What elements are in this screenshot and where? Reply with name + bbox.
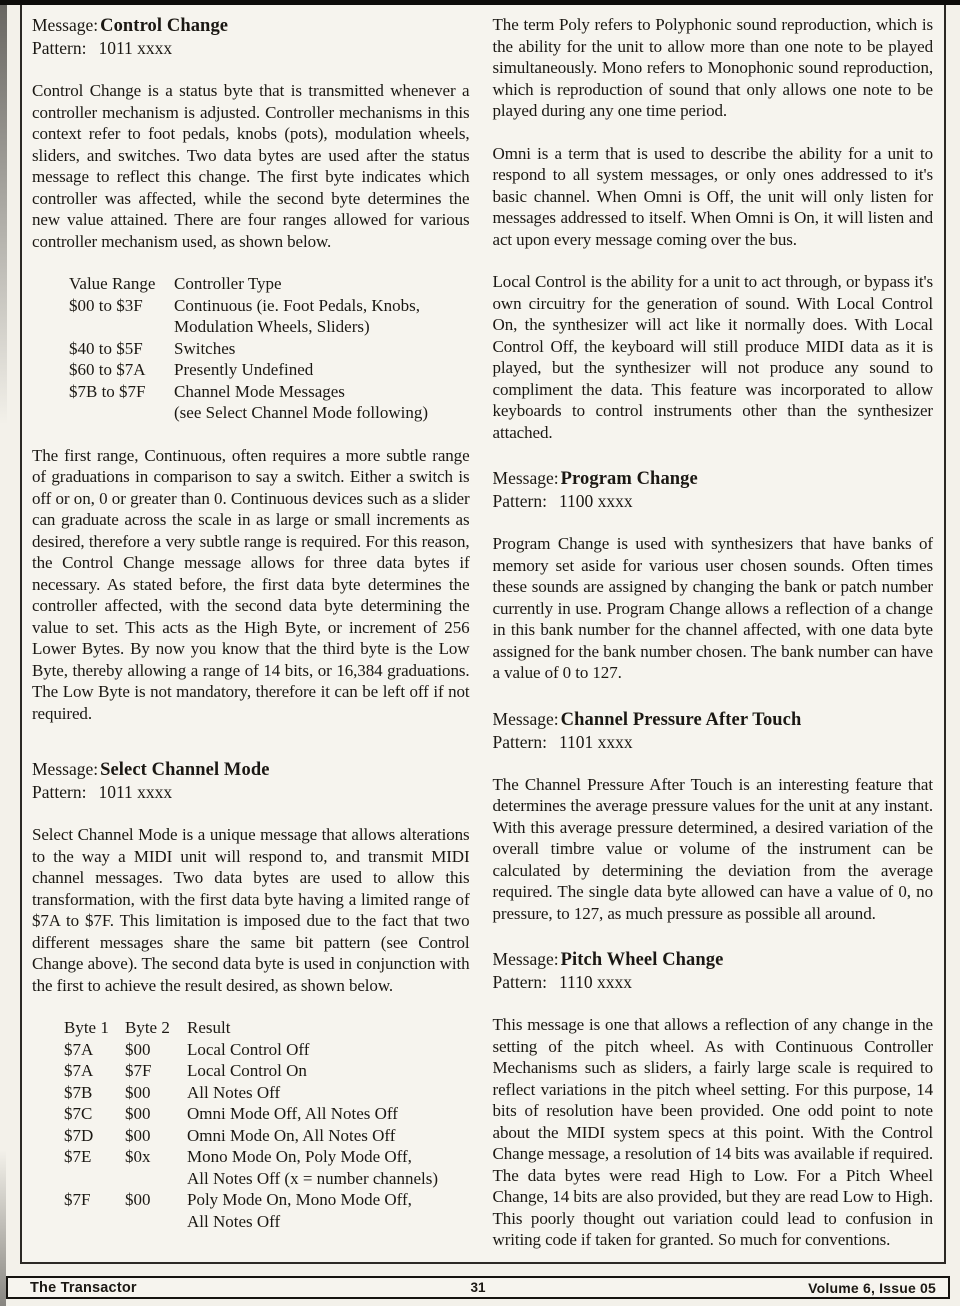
table-cell: $7A [64,1039,94,1059]
table-cell: Byte 2 [125,1018,170,1037]
table-row [64,1039,470,1061]
table-cell: Omni Mode On, All Notes Off [187,1125,396,1145]
table-row [64,1017,470,1039]
table-cell: $7D [64,1125,94,1145]
table-cell: $40 to $5F [69,338,143,358]
table-cell: Switches [174,338,236,358]
table-cell: $7A [64,1061,94,1080]
program-change-paragraph: Program Change is used with synthesizers that have banks of memory set aside for various user chosen sounds. Often times these sounds are assigned by changing the bank or patch number currently in use. Program Change allows a reflection of a change in this bank number for the channel affected, with one data byte assigned for the bank number chosen. The bank number can have a value of 0 to 127. [492,534,933,682]
table-cell: Poly Mode On, Mono Mode Off, [187,1190,412,1209]
controller-type-table [69,273,470,424]
message-label: Message: [32,759,99,779]
section-heading-program-change [493,467,933,512]
channel-mode-table [64,1017,470,1232]
table-cell: $00 [125,1039,151,1059]
pattern-line [32,781,470,803]
table-row [69,381,470,403]
table-cell: $00 [125,1125,151,1145]
table-cell: $60 to $7A [69,360,146,379]
table-row [69,402,470,424]
table-cell: $00 [125,1104,151,1123]
message-title: Channel Pressure After Touch [560,709,802,730]
pattern-line [493,490,933,512]
table-cell: $00 to $3F [69,295,143,315]
message-label: Message: [492,949,559,969]
table-cell: Local Control On [187,1061,307,1080]
section-heading-control-change [32,14,470,59]
pattern-value: 1110 xxxx [558,972,633,992]
omni-paragraph: Omni is a term that is used to describe the ability for a unit to respond to all system messages, or only ones addressed to it's basic channel. When Omni is Off, the unit will only listen for messages addressed to itself. When Omni is On, it will listen and act upon every message coming over the bus. [492,143,933,249]
table-cell: Modulation Wheels, Sliders) [174,317,370,336]
table-cell: Local Control Off [187,1039,310,1059]
message-title: Select Channel Mode [100,760,270,780]
table-row [64,1146,470,1168]
scan-edge-artifact [0,5,7,425]
table-cell: $0x [125,1147,151,1166]
pattern-label: Pattern: [492,731,547,752]
local-control-paragraph: Local Control is the ability for a unit to act through, or bypass it's own circuitry for the generation of sound. With Local Control On, the synthesizer will act like it normally does. With Local Control Off, the keyboard will still produce MIDI data as it is played, but the synthesizer will not produce any sound to compliment the data. This feature was incorporated to allow keyboards to control instruments other than the synthesizer attached. [492,272,933,442]
table-cell: Omni Mode Off, All Notes Off [187,1104,398,1123]
pattern-line [493,731,933,753]
table-cell: $00 [125,1190,151,1209]
message-line [493,708,933,731]
article-frame [20,5,946,1264]
table-cell: $00 [125,1082,151,1102]
table-row [64,1189,470,1211]
footer-page-number: 31 [470,1280,486,1295]
table-cell [69,316,174,338]
pattern-line [32,37,470,59]
pattern-value: 1011 xxxx [98,38,173,58]
table-cell [64,1211,125,1233]
pattern-label: Pattern: [492,491,547,511]
table-cell: $7F [125,1061,152,1080]
table-row [69,295,470,317]
pattern-label: Pattern: [492,972,547,992]
table-cell: $7E [64,1147,92,1166]
table-row [69,273,470,295]
table-cell: $7B to $7F [69,381,146,401]
table-cell: Continuous (ie. Foot Pedals, Knobs, [174,295,421,315]
table-cell: Presently Undefined [174,360,314,379]
table-cell: Value Range [69,274,156,293]
table-cell: Controller Type [174,274,282,293]
footer-issue-label: Volume 6, Issue 05 [808,1279,936,1296]
message-line [32,758,470,781]
table-cell: Channel Mode Messages [174,381,345,401]
table-cell [125,1211,187,1233]
table-row [69,338,470,360]
pattern-label: Pattern: [32,38,87,58]
table-row [64,1168,470,1190]
message-title: Program Change [560,469,698,489]
pitch-wheel-paragraph: This message is one that allows a reflection of any change in the setting of the pitch wheel. As with Continuous Controller Mechanisms such as sliders, a fairly large scale is required to reflect variations in the pitch wheel setting. For this purpose, 14 bits of resolution have been provided. One odd point to note about the MIDI system specs at this point. With the Control Change message, a resolution of 14 bits was available if required. The data bytes were read High to Low. For a Pitch Wheel Change, 14 bits are also provided, but they are read Low to High. This poorly thought out variation could lead to confusion in writing code if taken for granted. So much for conventions. [492,1015,933,1249]
table-cell: $7F [64,1190,91,1209]
table-row [69,359,470,381]
table-row [64,1082,470,1104]
left-column [32,14,470,1262]
table-cell: (see Select Channel Mode following) [174,403,428,422]
continuous-range-paragraph: The first range, Continuous, often requires a more subtle range of graduations in comparison to say a switch. Either a switch is off or on, 0 or greater than 0. Continuous devices such as a slider can graduate across the scale in as large or small increments as desired, therefore a very subtle range is required. For this reason, the Control Change message allows for three data bytes if necessary. As stated before, the first data byte determines the controller affected, with the second data byte determining the value to set. This acts as the High Byte, or increment of 256 Lower Bytes. By now you know that the third byte is the Low Byte, thereby allowing a range of 14 bits, or 16,384 graduations. The Low Byte is not mandatory, therefore it can be left off if not required. [32,445,470,723]
footer-bar [6,1276,950,1299]
message-label: Message: [492,708,559,729]
pattern-value: 1011 xxxx [98,782,173,802]
table-cell [64,1168,125,1190]
table-row [69,316,470,338]
table-row [64,1211,470,1233]
section-heading-select-channel-mode [32,758,470,803]
table-row [64,1060,470,1082]
pattern-value: 1100 xxxx [558,491,633,511]
pattern-label: Pattern: [32,782,87,802]
table-cell [125,1168,187,1190]
message-line [32,14,470,37]
message-title: Pitch Wheel Change [560,950,724,970]
select-channel-mode-paragraph: Select Channel Mode is a unique message that allows alterations to the way a MIDI unit will respond to, and transmit MIDI channel messages. Two data bytes are used to allow this transformation, with the first data byte having a limited range of $7A to $7F. This limitation is imposed due to the fact that two different messages share the same bit pattern (see Control Change above). The second data byte is used in conjunction with the first to achieve the result desired, as shown below. [32,825,470,995]
message-title: Control Change [100,16,229,36]
message-line [493,948,933,971]
table-cell: All Notes Off [187,1082,281,1102]
pattern-line [493,971,933,993]
poly-mono-paragraph: The term Poly refers to Polyphonic sound reproduction, which is the ability for the unit to allow more than one note to be played simultaneously. Mono refers to Monophonic sound reproduction, which is reproduction of sound that only allows one note to be played during any one time period. [492,15,933,120]
table-row [64,1103,470,1125]
message-label: Message: [492,468,559,488]
table-cell: Mono Mode On, Poly Mode Off, [187,1147,412,1166]
table-cell: Byte 1 [64,1018,109,1037]
section-heading-channel-pressure [493,708,933,753]
message-line [493,467,933,490]
table-row [64,1125,470,1147]
table-cell: All Notes Off (x = number channels) [187,1168,438,1188]
channel-pressure-paragraph: The Channel Pressure After Touch is an interesting feature that determines the average pressure values for the unit at any instant. With this average pressure determined, a desired variation of the overall timbre value or volume of the instrument can be calculated by determining the deviation from the average required. The single data byte allowed can have a value of 0, no pressure, to 127, as much pressure as possible all around. [492,774,933,923]
right-column [493,14,933,1262]
message-label: Message: [32,15,99,35]
footer-magazine-title: The Transactor [30,1279,137,1296]
table-cell: All Notes Off [187,1211,281,1231]
table-cell: $7B [64,1082,93,1102]
section-heading-pitch-wheel [493,948,933,993]
table-cell: Result [187,1018,231,1037]
table-cell [69,402,174,424]
pattern-value: 1101 xxxx [558,731,633,752]
control-change-paragraph: Control Change is a status byte that is transmitted whenever a controller mechanism is adjusted. Controller mechanisms in this context refer to foot pedals, knobs (pots), modulation wheels, sliders, and switches. Two data bytes are used after the status message to reflect this change. The first byte indicates which controller was affected, while the second byte determines the new value attained. There are four ranges allowed for various controller mechanism used, as shown below. [32,81,470,251]
table-cell: $7C [64,1104,93,1123]
